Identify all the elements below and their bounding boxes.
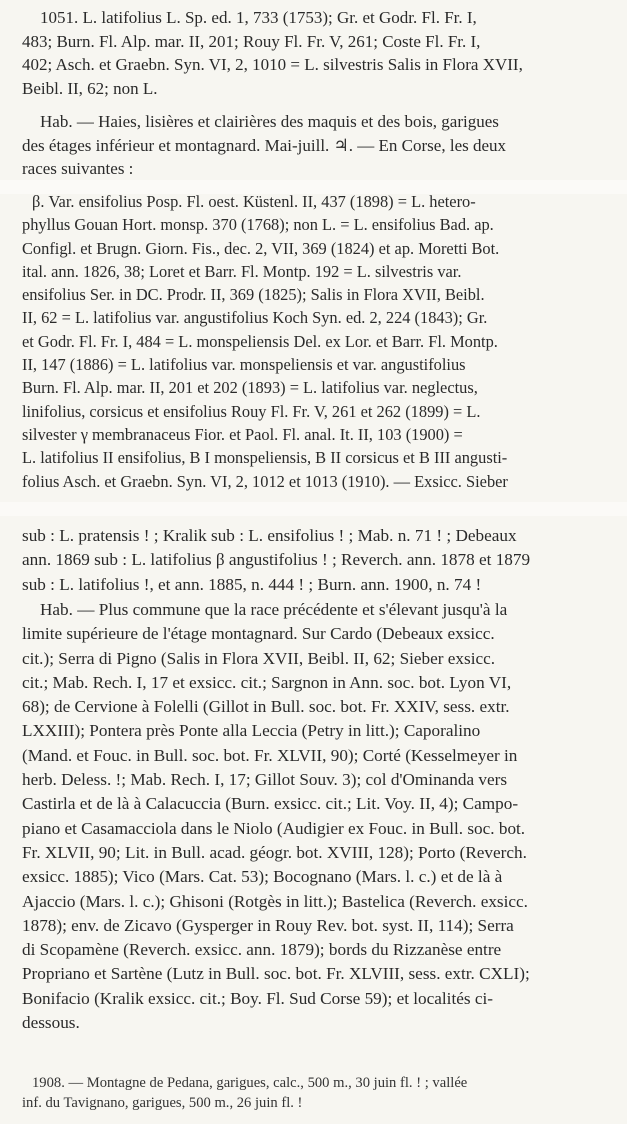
text-line: ital. ann. 1826, 38; Loret et Barr. Fl. Montp. 192 = L. silvestris var. — [22, 261, 462, 281]
text-line: II, 62 = L. latifolius var. angustifolius Koch Syn. ed. 2, 224 (1843); Gr. — [22, 308, 488, 328]
text-line: races suivantes : — [22, 159, 134, 179]
text-line: phyllus Gouan Hort. monsp. 370 (1768); non L. = L. ensifolius Bad. ap. — [22, 215, 494, 235]
species-entry — [22, 6, 612, 100]
collection-footnote — [22, 1074, 617, 1113]
text-line: linifolius, corsicus et ensifolius Rouy Fl. Fr. V, 261 et 262 (1899) = L. — [22, 401, 481, 421]
text-line: des étages inférieur et montagnard. Mai-juill. ♃. — En Corse, les deux — [22, 135, 507, 155]
text-line: ensifolius Ser. in DC. Prodr. II, 369 (1825); Salis in Flora XVII, Beibl. — [22, 285, 485, 305]
text-line: Castirla et de là à Calacuccia (Burn. exsicc. cit.; Lit. Voy. II, 4); Campo- — [22, 794, 519, 814]
text-line: LXXIII); Pontera près Ponte alla Leccia (Petry in litt.); Caporalino — [22, 721, 481, 741]
text-line: 1051. L. latifolius L. Sp. ed. 1, 733 (1753); Gr. et Godr. Fl. Fr. I, — [40, 8, 477, 27]
text-line: Burn. Fl. Alp. mar. II, 201 et 202 (1893) = L. latifolius var. neglectus, — [22, 378, 478, 398]
text-line: β. Var. ensifolius Posp. Fl. oest. Küstenl. II, 437 (1898) = L. hetero- — [32, 192, 476, 211]
scan-band — [0, 502, 627, 516]
text-line: L. latifolius II ensifolius, B I monspeliensis, B II corsicus et B III angusti- — [22, 448, 508, 468]
text-line: et Godr. Fl. Fr. I, 484 = L. monspeliensis Del. ex Lor. et Barr. Fl. Montp. — [22, 331, 498, 351]
text-line: sub : L. pratensis ! ; Kralik sub : L. ensifolius ! ; Mab. n. 71 ! ; Debeaux — [22, 526, 517, 545]
text-line: Propriano et Sartène (Lutz in Bull. soc. bot. Fr. XLVIII, sess. extr. CXLI); — [22, 964, 530, 984]
text-line: sub : L. latifolius !, et ann. 1885, n. 444 ! ; Burn. ann. 1900, n. 74 ! — [22, 574, 482, 594]
text-line: Configl. et Brugn. Giorn. Fis., dec. 2, VII, 369 (1824) et ap. Moretti Bot. — [22, 238, 500, 258]
text-line: cit.); Serra di Pigno (Salis in Flora XVII, Beibl. II, 62; Sieber exsicc. — [22, 648, 496, 668]
text-line: folius Asch. et Graebn. Syn. VI, 2, 1012 et 1013 (1910). — Exsicc. Sieber — [22, 471, 508, 491]
text-line: II, 147 (1886) = L. latifolius var. monspeliensis et var. angustifolius — [22, 355, 466, 375]
text-line: Beibl. II, 62; non L. — [22, 78, 158, 98]
variety-paragraph — [22, 190, 612, 493]
text-line: dessous. — [22, 1013, 80, 1033]
text-line: 1878); env. de Zicavo (Gysperger in Rouy Rev. bot. syst. II, 114); Serra — [22, 915, 514, 935]
habitat-paragraph — [22, 110, 612, 181]
text-line: ann. 1869 sub : L. latifolius β angustifolius ! ; Reverch. ann. 1878 et 1879 — [22, 550, 531, 570]
text-line: 68); de Cervione à Folelli (Gillot in Bull. soc. bot. Fr. XXIV, sess. extr. — [22, 697, 510, 717]
text-line: di Scopamène (Reverch. exsicc. ann. 1879); bords du Rizzanèse entre — [22, 940, 502, 960]
text-line: silvester γ membranaceus Fior. et Paol. Fl. anal. It. II, 103 (1900) = — [22, 424, 463, 444]
text-line: Bonifacio (Kralik exsicc. cit.; Boy. Fl. Sud Corse 59); et localités ci- — [22, 988, 493, 1008]
text-line: Fr. XLVII, 90; Lit. in Bull. acad. géogr. bot. XVIII, 128); Porto (Reverch. — [22, 842, 527, 862]
text-line: (Mand. et Fouc. in Bull. soc. bot. Fr. XLVII, 90); Corté (Kesselmeyer in — [22, 745, 518, 765]
text-line: 1908. — Montagne de Pedana, garigues, calc., 500 m., 30 juin fl. ! ; vallée — [32, 1075, 468, 1091]
text-line: Ajaccio (Mars. l. c.); Ghisoni (Rotgès in litt.); Bastelica (Reverch. exsicc. — [22, 891, 528, 911]
text-line: 483; Burn. Fl. Alp. mar. II, 201; Rouy Fl. Fr. V, 261; Coste Fl. Fr. I, — [22, 31, 481, 51]
text-line: herb. Deless. !; Mab. Rech. I, 17; Gillot Souv. 3); col d'Ominanda vers — [22, 770, 508, 790]
exsiccata-paragraph — [22, 524, 612, 597]
text-line: exsicc. 1885); Vico (Mars. Cat. 53); Bocognano (Mars. l. c.) et de là à — [22, 867, 503, 887]
text-line: piano et Casamacciola dans le Niolo (Audigier ex Fouc. in Bull. soc. bot. — [22, 818, 526, 838]
text-line: Hab. — Plus commune que la race précédente et s'élevant jusqu'à la — [40, 600, 508, 619]
text-line: Hab. — Haies, lisières et clairières des maquis et des bois, garigues — [40, 112, 499, 131]
text-line: limite supérieure de l'étage montagnard. Sur Cardo (Debeaux exsicc. — [22, 624, 495, 644]
text-line: 402; Asch. et Graebn. Syn. VI, 2, 1010 = L. silvestris Salis in Flora XVII, — [22, 55, 523, 75]
text-line: cit.; Mab. Rech. I, 17 et exsicc. cit.; Sargnon in Ann. soc. bot. Lyon VI, — [22, 672, 512, 692]
localities-paragraph — [22, 598, 612, 1035]
text-line: inf. du Tavignano, garigues, 500 m., 26 juin fl. ! — [22, 1094, 303, 1111]
